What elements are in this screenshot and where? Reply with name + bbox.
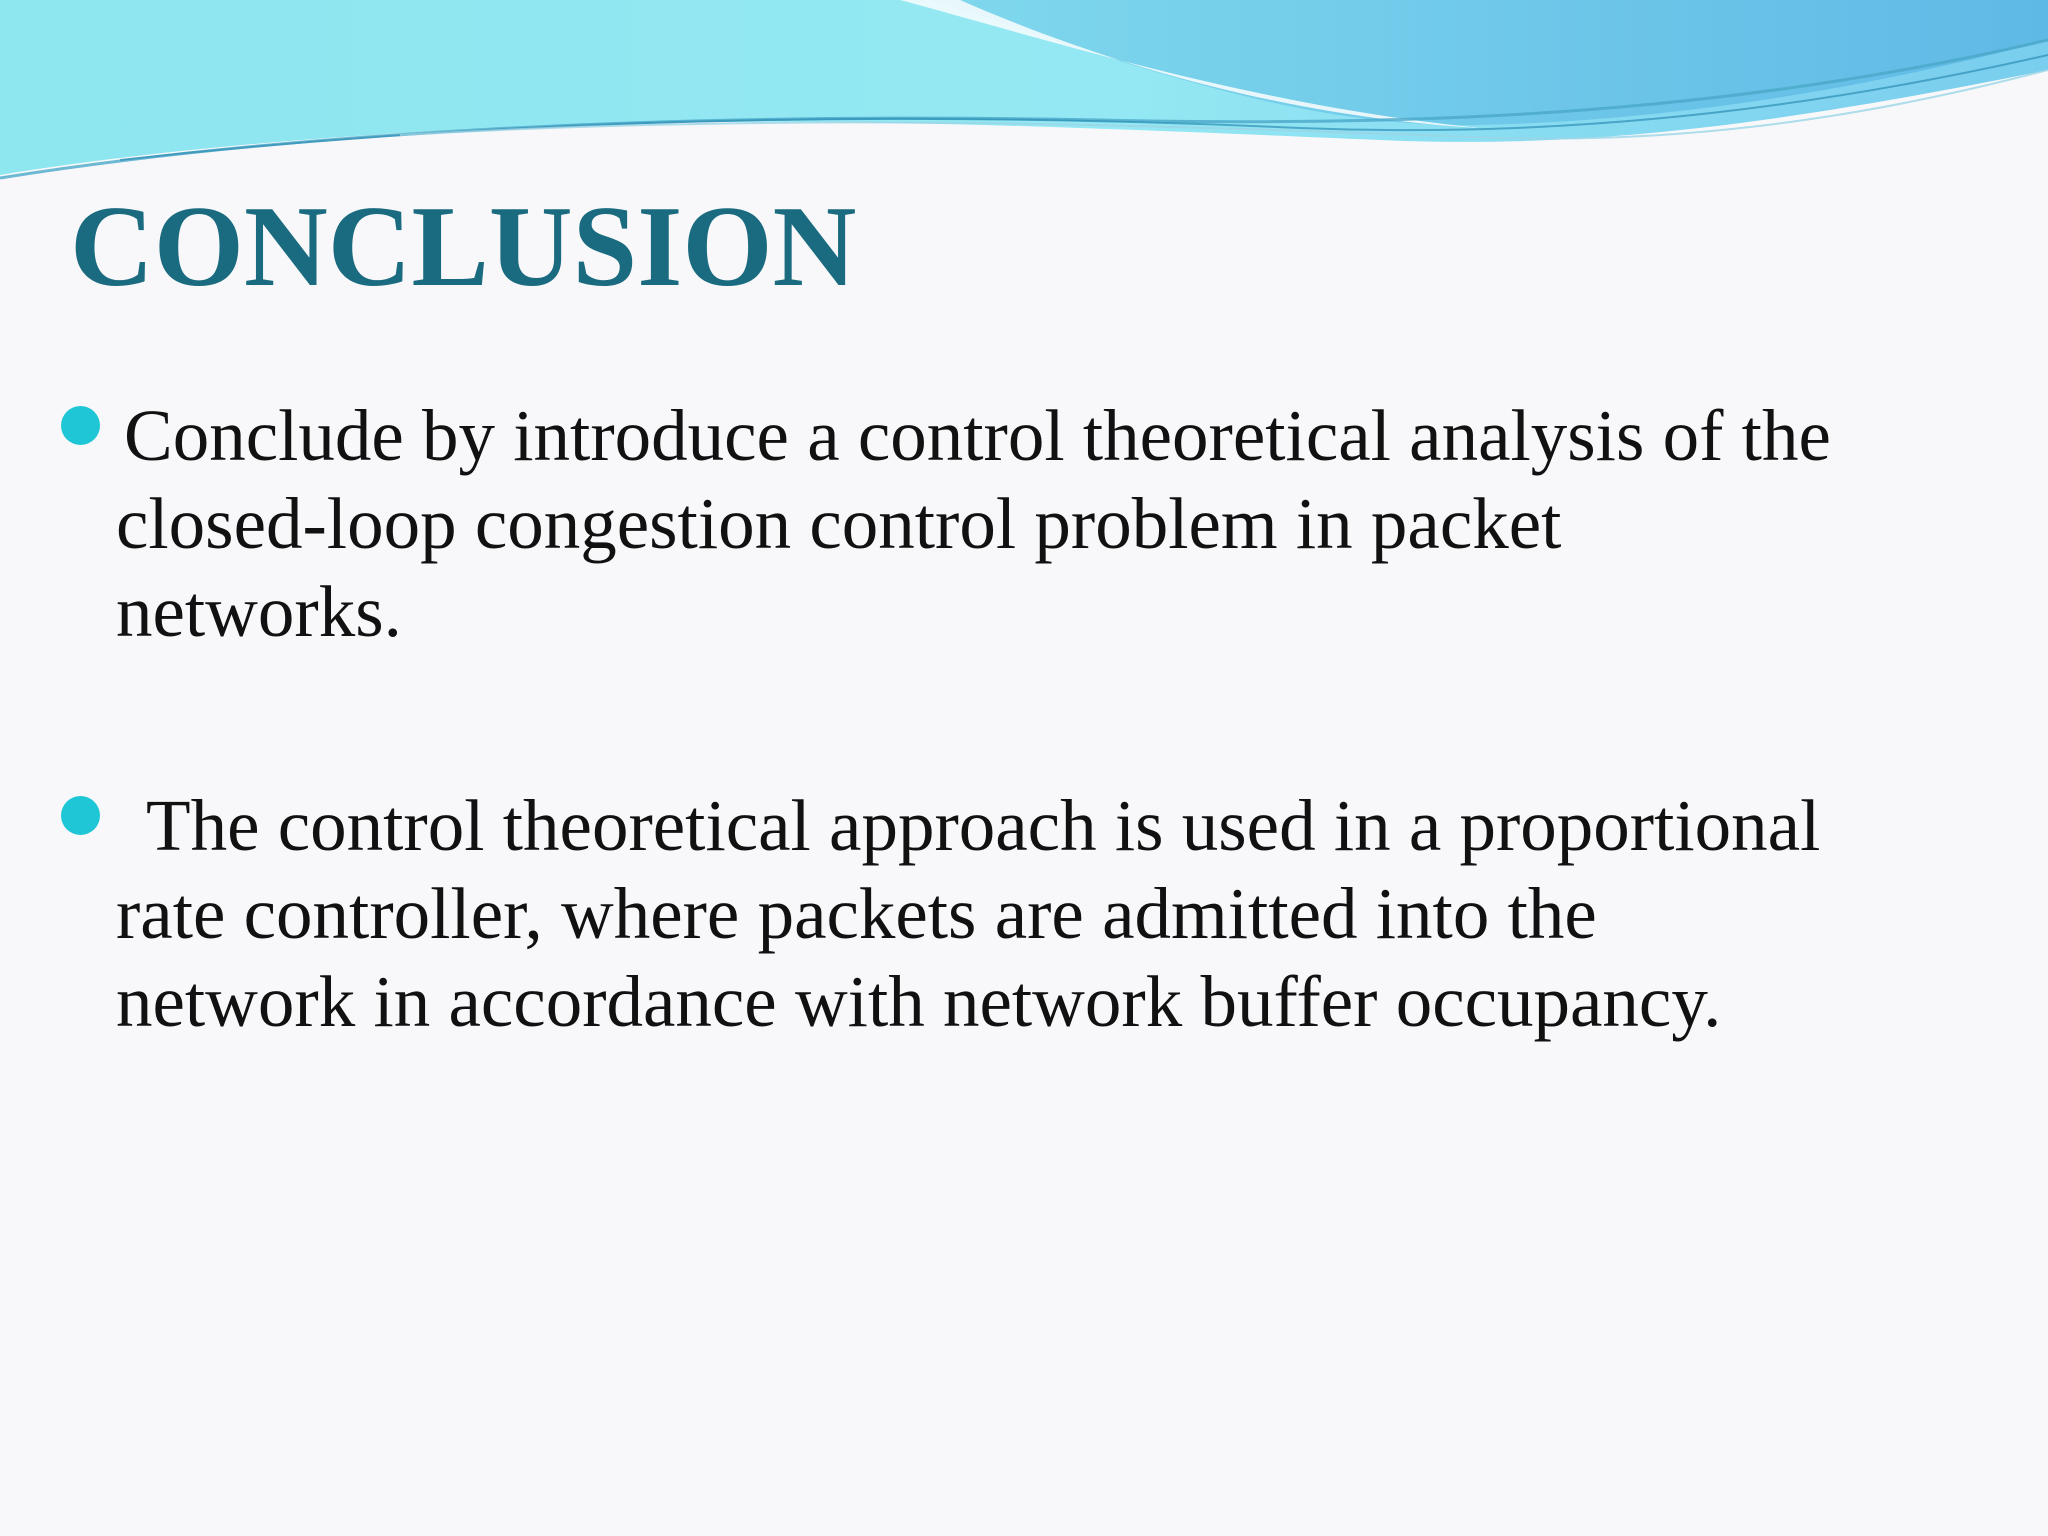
bullet-list (60, 392, 2020, 1046)
bullet-text (116, 392, 2020, 656)
bullet-line: Conclude by introduce a control theoretical analysis of the (124, 395, 1831, 476)
bullet-line: rate controller, where packets are admitted into the (116, 873, 1597, 954)
bullet-text (116, 782, 2020, 1046)
bullet-line: The control theoretical approach is used in a proportional (146, 785, 1821, 866)
bullet-line: closed-loop congestion control problem in packet (116, 483, 1562, 564)
bullet-item (60, 782, 2020, 1046)
bullet-dot-icon (61, 406, 100, 445)
bullet-dot-icon (61, 796, 100, 835)
bullet-line: network in accordance with network buffer occupancy. (116, 961, 1722, 1042)
slide-title: CONCLUSION (70, 183, 857, 311)
bullet-item (60, 392, 2020, 656)
bullet-line: networks. (116, 571, 402, 652)
